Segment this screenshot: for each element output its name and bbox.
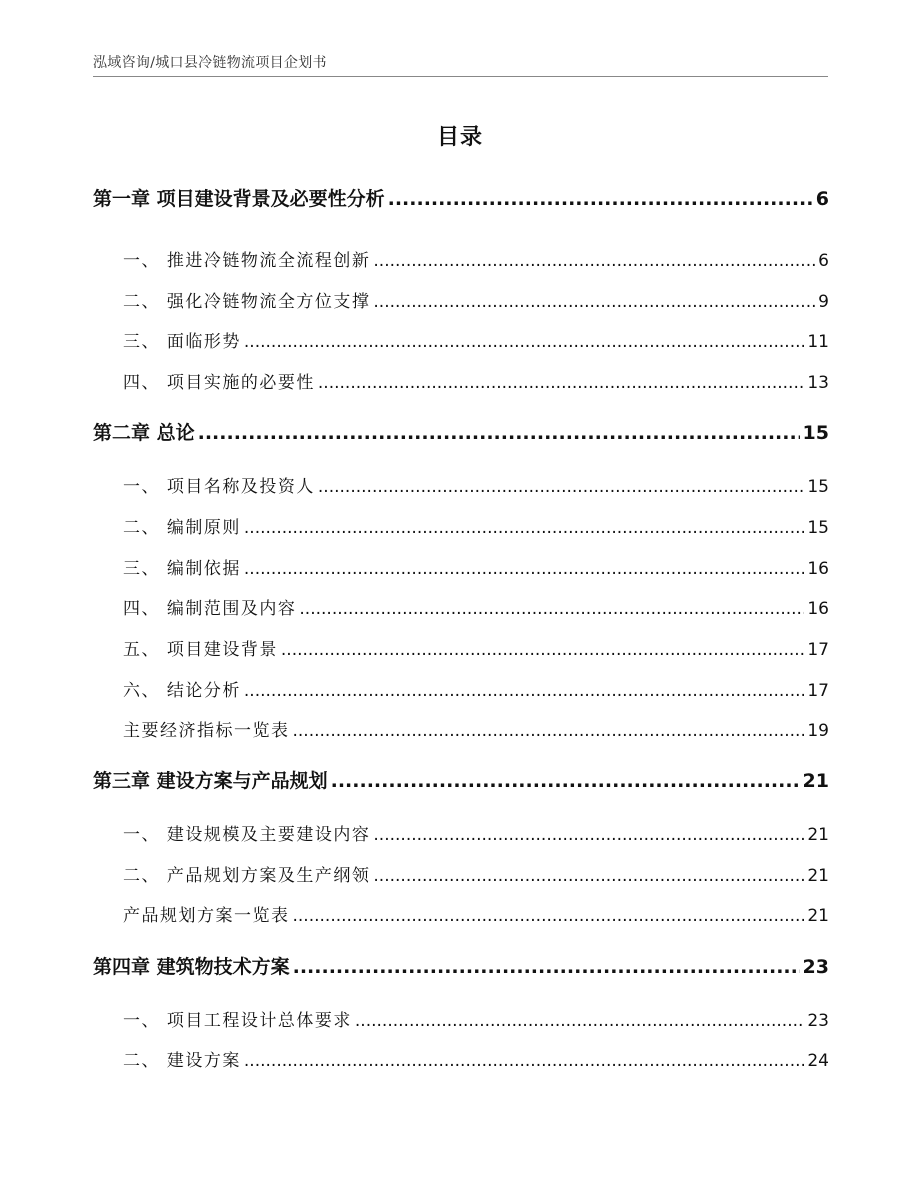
- table-of-contents: [93, 0, 829, 1191]
- toc-section[interactable]: [93, 635, 829, 661]
- toc-section[interactable]: [93, 554, 829, 580]
- toc-entry-label: 四、 项目实施的必要性: [123, 373, 315, 393]
- toc-page-number: 21: [802, 770, 829, 792]
- toc-leader-dots: [244, 559, 804, 579]
- toc-page-number: 21: [807, 906, 829, 926]
- toc-page-number: 17: [807, 681, 829, 701]
- toc-entry-label: 一、 项目工程设计总体要求: [123, 1011, 352, 1031]
- toc-table-entry[interactable]: [93, 901, 829, 927]
- toc-entry-label: 三、 面临形势: [123, 332, 241, 352]
- toc-entry-label: 六、 结论分析: [123, 681, 241, 701]
- toc-entry-label: 二、 强化冷链物流全方位支撑: [123, 292, 371, 312]
- toc-leader-dots: [331, 770, 800, 792]
- toc-section[interactable]: [93, 820, 829, 846]
- toc-leader-dots: [388, 188, 813, 210]
- toc-section[interactable]: [93, 327, 829, 353]
- toc-page-number: 15: [807, 518, 829, 538]
- page-header: 泓域咨询/城口县冷链物流项目企划书: [93, 55, 327, 71]
- toc-page-number: 15: [802, 422, 829, 444]
- toc-chapter-4[interactable]: [93, 952, 829, 982]
- toc-leader-dots: [318, 477, 804, 497]
- toc-page-number: 6: [818, 251, 829, 271]
- toc-entry-label: 一、 推进冷链物流全流程创新: [123, 251, 371, 271]
- toc-leader-dots: [244, 332, 804, 352]
- toc-leader-dots: [293, 956, 800, 978]
- toc-entry-label: 第二章 总论: [93, 422, 195, 444]
- toc-leader-dots: [373, 825, 804, 845]
- toc-section[interactable]: [93, 472, 829, 498]
- toc-table-entry[interactable]: [93, 716, 829, 742]
- toc-entry-label: 一、 建设规模及主要建设内容: [123, 825, 371, 845]
- toc-section[interactable]: [93, 1006, 829, 1032]
- toc-section[interactable]: [93, 861, 829, 887]
- toc-chapter-2[interactable]: [93, 418, 829, 448]
- toc-leader-dots: [373, 292, 815, 312]
- toc-leader-dots: [293, 721, 805, 741]
- toc-page-number: 23: [807, 1011, 829, 1031]
- toc-page-number: 15: [807, 477, 829, 497]
- toc-leader-dots: [318, 373, 804, 393]
- toc-chapter-1[interactable]: [93, 184, 829, 214]
- toc-entry-label: 二、 编制原则: [123, 518, 241, 538]
- toc-page-number: 24: [807, 1051, 829, 1071]
- toc-section[interactable]: [93, 246, 829, 272]
- toc-leader-dots: [355, 1011, 804, 1031]
- toc-section[interactable]: [93, 513, 829, 539]
- toc-entry-label: 第三章 建设方案与产品规划: [93, 770, 328, 792]
- toc-entry-label: 产品规划方案一览表: [123, 906, 290, 926]
- toc-entry-label: 五、 项目建设背景: [123, 640, 278, 660]
- toc-section[interactable]: [93, 676, 829, 702]
- toc-leader-dots: [281, 640, 804, 660]
- toc-page-number: 21: [807, 825, 829, 845]
- toc-title: 目录: [436, 125, 483, 150]
- toc-entry-label: 四、 编制范围及内容: [123, 599, 297, 619]
- toc-leader-dots: [293, 906, 805, 926]
- toc-leader-dots: [373, 251, 815, 271]
- toc-section[interactable]: [93, 287, 829, 313]
- toc-section[interactable]: [93, 368, 829, 394]
- toc-page-number: 16: [807, 599, 829, 619]
- toc-leader-dots: [373, 866, 804, 886]
- toc-page-number: 19: [807, 721, 829, 741]
- toc-page-number: 11: [807, 332, 829, 352]
- toc-chapter-3[interactable]: [93, 766, 829, 796]
- toc-page-number: 13: [807, 373, 829, 393]
- toc-page-number: 16: [807, 559, 829, 579]
- toc-page-number: 6: [815, 188, 829, 210]
- toc-leader-dots: [244, 681, 804, 701]
- toc-entry-label: 二、 建设方案: [123, 1051, 241, 1071]
- toc-section[interactable]: [93, 1046, 829, 1072]
- toc-page-number: 21: [807, 866, 829, 886]
- toc-leader-dots: [244, 518, 804, 538]
- toc-leader-dots: [244, 1051, 804, 1071]
- toc-page-number: 9: [818, 292, 829, 312]
- toc-leader-dots: [198, 422, 800, 444]
- toc-leader-dots: [299, 599, 804, 619]
- toc-entry-label: 一、 项目名称及投资人: [123, 477, 315, 497]
- toc-entry-label: 三、 编制依据: [123, 559, 241, 579]
- toc-entry-label: 二、 产品规划方案及生产纲领: [123, 866, 371, 886]
- toc-entry-label: 第一章 项目建设背景及必要性分析: [93, 188, 385, 210]
- toc-entry-label: 第四章 建筑物技术方案: [93, 956, 290, 978]
- toc-entry-label: 主要经济指标一览表: [123, 721, 290, 741]
- toc-page-number: 23: [802, 956, 829, 978]
- toc-section[interactable]: [93, 594, 829, 620]
- toc-page-number: 17: [807, 640, 829, 660]
